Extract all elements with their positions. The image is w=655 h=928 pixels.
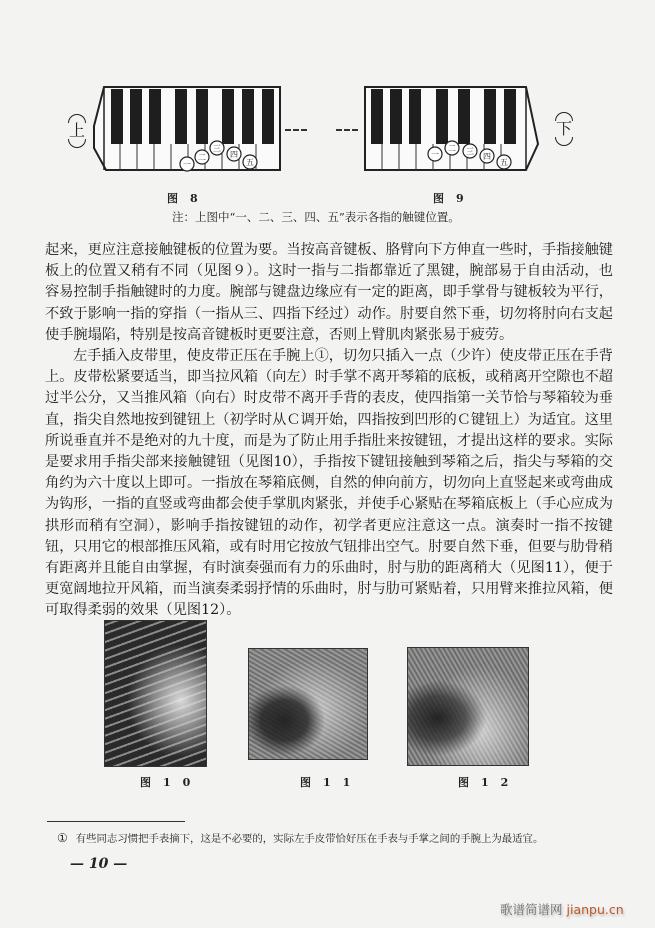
fig11-caption-number: 11 xyxy=(323,776,363,789)
fig11-caption xyxy=(300,774,362,790)
svg-text:三: 三 xyxy=(213,144,221,153)
page-number: — 10 — xyxy=(70,856,128,872)
watermark xyxy=(500,900,624,918)
svg-text:四: 四 xyxy=(483,152,491,161)
photo-fig12 xyxy=(407,647,529,766)
svg-text:三: 三 xyxy=(466,147,474,156)
fig10-caption-label: 图 xyxy=(140,776,163,789)
upper-mark-label: 上 xyxy=(66,116,88,146)
watermark-cn: 歌谱简谱网 xyxy=(500,902,563,917)
lower-mark-label: 下 xyxy=(553,114,575,144)
divider-dashes-left xyxy=(285,129,307,131)
fig9-caption-number: 9 xyxy=(456,192,476,205)
fig8-caption xyxy=(167,190,210,206)
svg-text:五: 五 xyxy=(246,158,254,167)
divider-dashes-right xyxy=(336,129,358,131)
footnote-marker: ① xyxy=(57,831,68,845)
svg-text:二: 二 xyxy=(198,153,206,162)
svg-text:五: 五 xyxy=(500,158,508,167)
body-text xyxy=(45,240,613,622)
footnote-rule xyxy=(47,821,185,822)
fig11-caption-label: 图 xyxy=(300,776,323,789)
footnote xyxy=(57,830,543,845)
svg-text:二: 二 xyxy=(448,144,456,153)
svg-text:一: 一 xyxy=(431,150,439,159)
photo-fig11 xyxy=(248,648,368,760)
fig10-caption xyxy=(140,774,202,790)
fig12-caption-number: 12 xyxy=(481,776,521,789)
keyboard-diagram-fig9 xyxy=(364,86,539,180)
footnote-text: 有些同志习惯把手表摘下，这是不必要的，实际左手皮带恰好压在手表与手掌之间的手腕上为最适宜。 xyxy=(75,833,544,845)
fig10-caption-number: 10 xyxy=(163,776,203,789)
figure-note: 注：上图中“一、二、三、四、五”表示各指的触键位置。 xyxy=(172,210,460,224)
watermark-en: jianpu.cn xyxy=(566,902,624,917)
fig9-caption xyxy=(433,190,476,206)
fig12-caption-label: 图 xyxy=(458,776,481,789)
fig12-caption xyxy=(458,774,520,790)
keyboard-diagram-fig8 xyxy=(92,86,282,180)
photo-fig10 xyxy=(104,620,207,767)
svg-text:一: 一 xyxy=(183,160,191,169)
paragraph-1: 起来，更应注意接触键板的位置为要。当按高音键板、胳臂向下方伸直一些时，手指接触键板上的位置又稍有不同（见图９）。这时一指与二指都靠近了黑键，腕部易于自由活动，也容易控制手指触键时的力度。腕部与键盘边缘应有一定的距离，即手掌骨与键板较为平行，不致于影响一指的穿指（一指从三、四指下经过）动作。肘要自然下垂，切勿将肘向右支起使手腕塌陷，特别是按高音键板时更要注意，否则上臂肌肉紧张易于疲劳。 xyxy=(45,242,613,343)
fig9-caption-label: 图 xyxy=(433,192,456,205)
fig8-caption-number: 8 xyxy=(190,192,210,205)
paragraph-2: 左手插入皮带里，使皮带正压在手腕上①，切勿只插入一点（少许）使皮带正压在手背上。皮带松紧要适当，即当拉风箱（向左）时手掌不离开琴箱的底板，或稍离开空隙也不超过半公分，又当推风箱（向右）时皮带不离开手背的表皮，使四指第一关节恰与琴箱较为垂直，指尖自然地按到键钮上（初学时从Ｃ调开始，四指按到凹形的Ｃ键钮上）为适宜。这里所说垂直并不是绝对的九十度，而是为了防止用手指肚来按键钮，才提出这样的要求。实际是要求用手指尖部来接触键钮（见图10），手指按下键钮接触到琴箱之后，指尖与琴箱的交角约为六十度以上即可。一指放在琴箱底侧，自然的伸向前方，切勿向上直竖起来或弯曲成为钩形，一指的直竖或弯曲都会使手掌肌肉紧张，并使手心紧贴在琴箱底板上（手心应成为拱形而稍有空洞），影响手指按键钮的动作，初学者更应注意这一点。演奏时一指不按键钮，只用它的根部推压风箱，或有时用它按放气钮排出空气。肘要自然下垂，但要与肋骨稍有距离并且能自由掌握，有时演奏强而有力的乐曲时，肘与肋的距离稍大（见图11），便于更宽阔地拉开风箱，而当演奏柔弱抒情的乐曲时，肘与肋可紧贴着，只用臂来推拉风箱，便可取得柔弱的效果（见图12）。 xyxy=(45,348,613,619)
svg-text:四: 四 xyxy=(230,150,238,159)
fig8-caption-label: 图 xyxy=(167,192,190,205)
